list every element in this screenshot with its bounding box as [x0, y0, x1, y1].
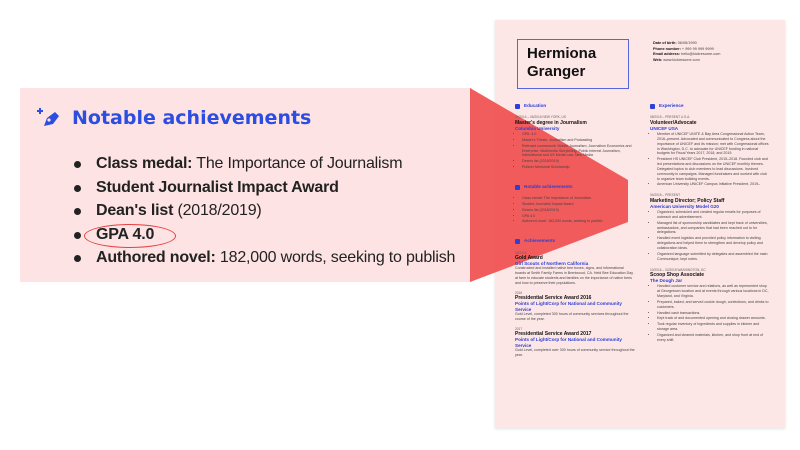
notable-bullet: • Dean's list (2018/2019) — [522, 208, 635, 213]
achievement-date: 2017 — [515, 326, 523, 331]
notable-bullets — [515, 196, 635, 224]
experience-item — [650, 268, 770, 343]
heading-text: Experience — [659, 103, 684, 108]
experience-bullets — [650, 132, 770, 187]
experience-org: American University Model G20 — [650, 203, 719, 209]
contact-label: Date of birth: — [653, 41, 677, 45]
experience-date: 04/2018 – PRESENT — [650, 193, 681, 198]
callout-list — [74, 155, 466, 273]
experience-org: UNICEF USA — [650, 125, 679, 131]
contact-label: Email address: — [653, 52, 681, 57]
notable-bullet: • Class medal: The Importance of Journalism — [522, 196, 635, 201]
heading-text: Notable achievements — [524, 183, 573, 189]
experience-bullet: • Organized and cleaned materials, kitchen, and shop front at end of every shift. — [657, 333, 770, 343]
contact-value: hello@kickresume.com — [681, 52, 721, 57]
achievement-item — [515, 291, 635, 322]
pen-icon — [515, 185, 520, 190]
callout-item — [74, 155, 466, 179]
callout-item — [74, 249, 466, 273]
experience-bullets — [650, 284, 770, 342]
item-bold: Authored novel: — [96, 249, 216, 266]
experience-list — [650, 115, 770, 342]
heading-text: Achievements — [524, 238, 556, 244]
experience-title: Volunteer/Advocate — [650, 119, 697, 126]
graduation-cap-icon — [515, 104, 520, 109]
callout-title: Notable achievements — [72, 107, 312, 129]
edu-bullet: • GPA: 4.0 — [522, 132, 635, 137]
achievement-date: 2016 — [515, 290, 523, 295]
experience-bullet: • Managed list of sponsorship candidates and kept track of universities, ambassadors, and companies that had been reached out to for delegations. — [657, 221, 770, 236]
experience-bullet: • Took regular inventory of ingredients and supplies in kitchen and storage area. — [657, 322, 770, 332]
edu-bullet: • Pulitzer Memorial Scholarship — [522, 165, 635, 170]
callout-item — [74, 179, 466, 203]
experience-date: 10/2016 – 02/2018 WASHINGTON, DC — [650, 267, 706, 272]
item-bold: Dean's list — [96, 202, 174, 219]
contact-info — [653, 41, 773, 63]
edu-date: 09/2014 – 06/2016 NEW YORK, US — [515, 115, 566, 120]
item-bold: Class medal: — [96, 155, 193, 172]
achievement-item — [515, 327, 635, 358]
edu-bullets — [515, 132, 635, 170]
experience-item — [650, 115, 770, 187]
experience-bullet: • Handled event logistics and provided policy information to visiting delegations and helped them to strengthen and develop policy and collaboration ideas. — [657, 236, 770, 251]
callout-item — [74, 202, 466, 226]
item-bold: Student Journalist Impact Award — [96, 178, 339, 196]
contact-label: Phone number: — [653, 46, 681, 51]
pen-sparkle-icon — [36, 107, 60, 129]
achievement-desc: Constructed and installed native bee boxes, signs, and informational boards at Smith Family Farms in Brentwood, CA. Held Bee Education Day at farm to educate students and families on the importance of native bees and how to preserve their populations. — [515, 266, 634, 285]
resume-page — [495, 20, 785, 428]
experience-bullet: • Organized, scheduled and created regular emails for purposes of outreach and advertisement. — [657, 210, 770, 220]
experience-bullets — [650, 210, 770, 261]
contact-label: Web: — [653, 57, 663, 62]
achievement-org: Points of Light/Corp for National and Community Service — [515, 337, 622, 348]
achievement-title: Presidential Service Award 2016 — [515, 295, 592, 301]
experience-bullet: • Handled customer service and relations, as well as represented shop at Georgetown location and at events through various locations in DC, Maryland, and Virginia. — [657, 284, 770, 299]
notable-bullet: • Authored novel: 182,000 words, seeking to publish — [522, 219, 635, 224]
right-column — [650, 103, 770, 349]
item-text: (2018/2019) — [173, 202, 262, 219]
callout-header — [36, 107, 311, 129]
first-name: Hermiona — [527, 45, 597, 62]
achievement-org: Points of Light/Corp for National and Community Service — [515, 301, 622, 312]
achievements-list — [515, 251, 635, 358]
gpa-highlight-circle — [84, 224, 176, 248]
heading-text: Education — [524, 103, 547, 108]
contact-value: 06/06/1990 — [677, 41, 697, 45]
notable-bullet: • GPA 4.0 — [522, 214, 635, 219]
achievement-title: Gold Award — [515, 254, 543, 261]
briefcase-icon — [650, 104, 655, 109]
contact-value: www.kickresume.com — [663, 57, 700, 62]
experience-date: 08/2015 – PRESENT U.S.A. — [650, 115, 691, 120]
experience-heading — [650, 103, 770, 109]
experience-title: Marketing Director; Policy Staff — [650, 197, 725, 204]
experience-bullet: • President HS UNICEF Club President, 2015–2018. Founded club and led presentations and discussions on the UNICEF monthly themes. Delegated topics to club members to lead discussions. Involved community in campaigns. Managed fundraisers and worked with club to organize team building events. — [657, 157, 770, 181]
experience-bullet: • Kept track of and documented opening and closing drawer amounts. — [657, 316, 770, 321]
achievement-date: 08/2016 — [515, 250, 527, 255]
achievements-heading — [515, 238, 635, 244]
experience-org: The Dough Jar — [650, 277, 683, 283]
achievement-desc: Gold Level, completed 300 hours of community services throughout the course of the year. — [515, 312, 629, 321]
achievement-desc: Gold Level, completed over 300 hours of community service throughout the year. — [515, 348, 635, 357]
experience-item — [650, 193, 770, 261]
contact-row — [653, 58, 773, 64]
item-bold: GPA 4.0 — [96, 225, 155, 243]
experience-bullet: • Prepared, baked, and served cookie dough, confections, and drinks to customers. — [657, 300, 770, 310]
left-column — [515, 103, 635, 363]
trophy-icon — [515, 239, 520, 244]
experience-bullet: • American University UNICEF Campus Initiative President, 2019– — [657, 182, 770, 187]
achievement-title: Presidential Service Award 2017 — [515, 331, 592, 337]
edu-bullet: • Relevant coursework: Mobile Journalism, Journalism Economics and Enterprise, Multimedia Storytelling, Public Interest Journalism, International and US Media Law, New Media — [522, 144, 635, 159]
achievement-item — [515, 251, 635, 286]
resume-name — [517, 39, 629, 89]
experience-bullet: • Member of UNICEF UNITE & Bay Area Congressional Action Team, 2016–present. Advocated and communicated to Congress about the importance of UNICEF and its mission; met with Congressional offices in Washington, D.C. to advocate for UNICEF funding in national budgets for Fiscal Years 2017, 2018, and 2019. — [657, 132, 770, 156]
edu-bullet: • Master's Thesis: Journalism and Podcasting — [522, 138, 635, 143]
achievement-org: Girl Scouts of Northern California — [515, 260, 589, 266]
edu-bullet: • Dean's list (2018/2019) — [522, 159, 635, 164]
item-text: The Importance of Journalism — [192, 155, 403, 172]
edu-org: Columbia University — [515, 125, 560, 131]
education-heading — [515, 103, 635, 109]
experience-bullet: • Handled cash transactions. — [657, 311, 770, 316]
experience-bullet: • Organized language submitted by delegates and assembled the main Communique; kept notes. — [657, 252, 770, 262]
experience-title: Scoop Shop Associate — [650, 271, 704, 278]
contact-value: + 999 99 999 9999 — [681, 46, 714, 51]
last-name: Granger — [527, 63, 586, 80]
notable-bullet: • Student Journalist Impact Award — [522, 202, 635, 207]
item-text: 182,000 words, seeking to publish — [215, 249, 456, 266]
edu-title: Master's degree in Journalism — [515, 119, 587, 126]
notable-heading — [515, 184, 635, 190]
